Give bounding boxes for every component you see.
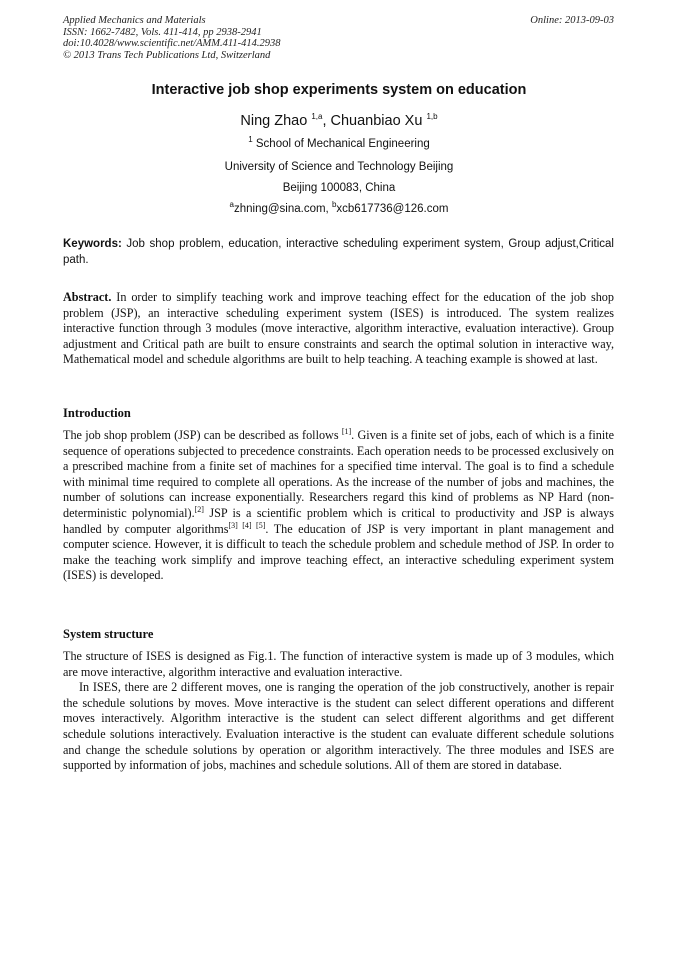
affiliation-sup: 1: [248, 135, 253, 145]
intro-text: JSP is a scientific problem which is critical to productivity and JSP is always handled by computer algorithms: [63, 505, 614, 536]
keywords-block: [63, 237, 614, 268]
paper-title: Interactive job shop experiments system on education: [151, 82, 527, 98]
author-name: Chuanbiao Xu: [330, 113, 423, 129]
author-emails: [0, 200, 678, 215]
citation: [3] [4] [5]: [228, 520, 266, 530]
keywords-text: Job shop problem, education, interactive scheduling experiment system, Group adjust,Critical path.: [63, 238, 614, 266]
email-link: xcb617736@126.com: [336, 203, 449, 215]
keywords-label: Keywords:: [63, 238, 122, 250]
affiliation-department: [0, 135, 678, 150]
citation: [2]: [194, 504, 204, 514]
issn-line: ISSN: 1662-7482, Vols. 411-414, pp 2938-2941: [63, 26, 262, 38]
doi-line: doi:10.4028/www.scientific.net/AMM.411-414.2938: [63, 38, 281, 49]
structure-paragraph: The structure of ISES is designed as Fig.1. The function of interactive system is made up of 3 modules, which are move interactive, algorithm interactive and evaluation interactive.: [63, 649, 614, 679]
department-text: School of Mechanical Engineering: [255, 138, 430, 150]
copyright-line: © 2013 Trans Tech Publications Ltd, Switzerland: [63, 49, 271, 61]
introduction-paragraph: [63, 428, 614, 584]
email-link: zhning@sina.com,: [233, 203, 332, 215]
journal-name: Applied Mechanics and Materials: [63, 15, 206, 26]
intro-text: . Given is a finite set of jobs, each of which is a finite sequence of operations subjected to precedence constraints. Each operation needs to be processed exclusively on a prescribed machine from a finite set of machines for a specified time interval. The goal is to find a schedule with minimal time required to complete all operations. As the increase of the number of jobs and machines, the number of solutions can increase exponentially. Researchers regard this kind of problems as NP Hard (non-deterministic polynomial).: [63, 428, 614, 520]
abstract-text: In order to simplify teaching work and improve teaching effect for the education of the job shop problem (JSP), an interactive scheduling experiment system (ISES) is introduced. The system realizes interactive function through 3 modules (move interactive, algorithm interactive, evaluation interactive). Group adjustment and Critical path are built to ensure constraints and search the optimal solution in interactive way, Mathematical model and schedule algorithms are built to help teaching. A teaching example is showed at last.: [63, 290, 614, 367]
structure-paragraph: In ISES, there are 2 different moves, one is ranging the operation of the job constructively, another is repair the schedule solutions by moves. Move interactive is the student can select different operations and different moves interactively. Algorithm interactive is the student can select different algorithms and get different schedule solutions interactively. Evaluation interactive is the student can evaluate different schedule solutions and change the schedule solutions by operation or algorithm interactively. The three modules and ISES are supported by information of jobs, machines and schedule solutions. All of them are stored in database.: [63, 680, 614, 773]
affiliation-university: University of Science and Technology Beijing: [224, 161, 454, 173]
journal-header: [63, 15, 614, 61]
intro-text: The job shop problem (JSP) can be described as follows: [63, 428, 342, 442]
intro-text: . The education of JSP is very important in plant management and computer science. However, it is difficult to teach the schedule problem and schedule method of JSP. In order to make the teaching work simplify and improve teaching effect, an interactive scheduling experiment system (ISES) is developed.: [63, 521, 615, 583]
email-sup: b: [331, 200, 337, 210]
author-name: Ning Zhao: [240, 113, 308, 129]
online-date: Online: 2013-09-03: [530, 15, 614, 26]
introduction-heading: Introduction: [63, 406, 131, 420]
author-separator: ,: [322, 113, 331, 129]
system-structure-heading: System structure: [63, 627, 154, 641]
system-structure-body: [63, 649, 614, 774]
email-sup: a: [229, 200, 234, 210]
abstract-label: Abstract.: [63, 290, 112, 304]
author-affiliation-sup: 1,b: [426, 112, 438, 122]
abstract-block: [63, 290, 614, 368]
author-line: [0, 113, 678, 129]
citation: [1]: [341, 426, 352, 436]
author-affiliation-sup: 1,a: [311, 112, 323, 122]
affiliation-city: Beijing 100083, China: [282, 182, 396, 194]
